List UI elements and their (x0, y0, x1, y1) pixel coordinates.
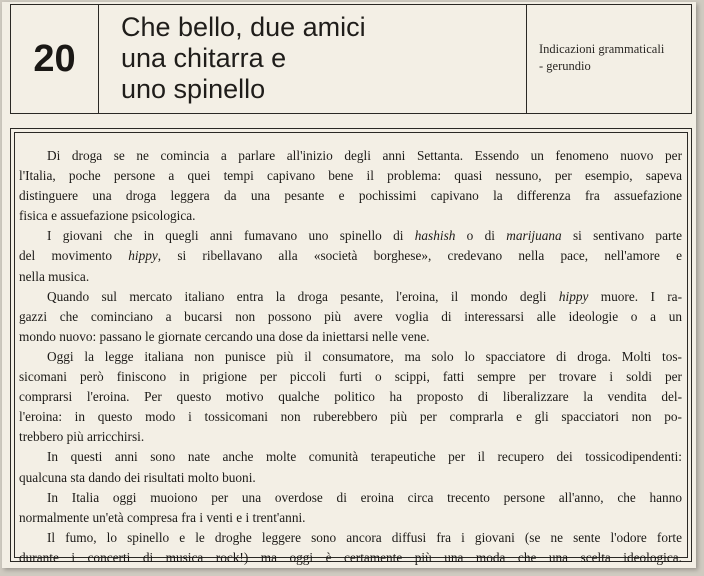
text-run: nella musica. (19, 268, 90, 284)
italic-term: hippy (128, 248, 158, 264)
text-line (19, 206, 682, 226)
text-line (19, 407, 682, 427)
text-run: trebbero più arricchirsi. (19, 429, 145, 445)
text-line (19, 146, 682, 166)
lesson-title-box (99, 5, 527, 113)
text-run: I giovani che in quegli anni fumavano uno spinello di (47, 228, 415, 244)
text-line (19, 347, 682, 367)
text-run: gazzi che cominciano a bucarsi non possono più avere voglia di interessarsi alle ideologie o a un (19, 308, 682, 324)
reading-text-body (19, 146, 682, 568)
text-run: mondo nuovo: passano le giornate cercando una dose da iniettarsi nelle vene. (19, 328, 430, 344)
text-run: del movimento (19, 248, 129, 264)
text-run: Oggi la legge italiana non punisce più il consumatore, ma solo lo spacciatore di droga. Molti tos- (47, 348, 682, 364)
text-run: muore. I ra- (588, 288, 682, 304)
text-run: distinguere una droga leggera da una pesante e pochissimi capivano la differenza fra assuefazione (19, 188, 682, 204)
lesson-title-line: uno spinello (121, 74, 266, 104)
text-line (19, 287, 682, 307)
text-line (19, 427, 682, 447)
text-run: , si ribellavano alla «società borghese», credevano nella pace, nell'amore e (157, 248, 682, 264)
text-line (19, 307, 682, 327)
grammar-notes-item: - gerundio (539, 59, 591, 73)
text-line (19, 528, 682, 548)
text-line (19, 367, 682, 387)
text-run: comprarsi l'eroina. Per questo motivo qualche politico ha proposto di liberalizzare la vendita del- (19, 389, 682, 405)
italic-term: hippy (558, 288, 589, 304)
text-line (19, 548, 682, 568)
lesson-title-line: una chitarra e (121, 43, 287, 73)
text-line (19, 508, 682, 528)
lesson-number-box (11, 5, 99, 113)
lesson-header (10, 4, 692, 114)
text-run: fisica e assuefazione psicologica. (19, 208, 196, 224)
text-run: In questi anni sono nate anche molte comunità terapeutiche per il recupero dei tossicodipendenti: (47, 449, 682, 465)
text-run: normalmente un'età compresa fra i venti e i trent'anni. (19, 509, 306, 525)
italic-term: hashish (414, 228, 456, 244)
italic-term: marijuana (506, 228, 562, 244)
text-run: si sentivano parte (561, 228, 682, 244)
text-run: durante i concerti di musica rock!) ma oggi è certamente più una moda che una scelta ideologica. (19, 549, 682, 565)
text-line (19, 246, 682, 266)
text-line (19, 186, 682, 206)
grammar-notes-heading: Indicazioni grammaticali (539, 42, 665, 56)
textbook-page (2, 2, 696, 568)
text-run: l'Italia, poche persone a quei tempi capivano bene il problema: quasi nessuno, per esempio, sapeva (19, 168, 682, 184)
grammar-notes-box (527, 5, 693, 113)
text-line (19, 267, 682, 287)
text-line (19, 327, 682, 347)
text-run: In Italia oggi muoiono per una overdose di eroina circa trecento persone all'anno, che hanno (47, 489, 682, 505)
text-run: l'eroina: in questo modo i tossicomani non ruberebbero più per comprarla e gli spacciatori non po- (19, 409, 682, 425)
reading-text-frame (10, 128, 692, 565)
text-run: Quando sul mercato italiano entra la droga pesante, l'eroina, il mondo degli (47, 288, 559, 304)
text-line (19, 488, 682, 508)
text-line (19, 468, 682, 488)
lesson-number: 20 (33, 37, 76, 80)
text-line (19, 387, 682, 407)
text-line (19, 166, 682, 186)
text-run: Il fumo, lo spinello e le droghe leggere sono ancora diffusi fra i giovani (se ne sente l'odore forte (47, 529, 682, 545)
lesson-title-line: Che bello, due amici (121, 12, 366, 42)
text-run: o di (455, 228, 507, 244)
text-line (19, 447, 682, 467)
text-run: sicomani però finiscono in prigione per piccoli furti o scippi, fatti sempre per trovare i soldi per (19, 369, 682, 385)
text-line (19, 226, 682, 246)
text-run: qualcuna sta dando dei risultati molto buoni. (19, 469, 256, 485)
text-run: Di droga se ne comincia a parlare all'inizio degli anni Settanta. Essendo un fenomeno nuovo per (47, 148, 682, 163)
